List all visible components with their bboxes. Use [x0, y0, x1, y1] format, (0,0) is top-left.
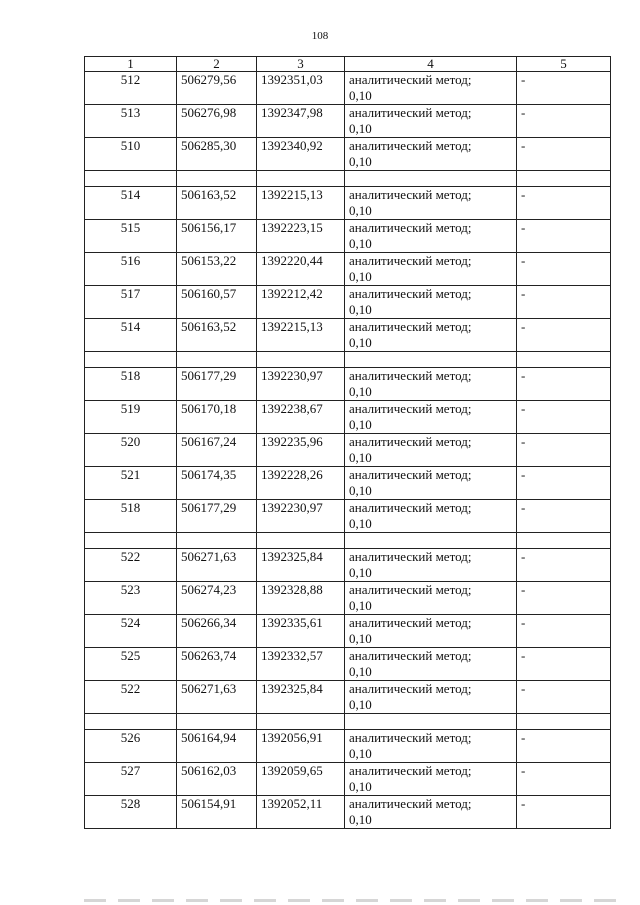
y-coordinate-cell	[257, 763, 345, 796]
note-cell	[517, 582, 611, 615]
separator-cell	[517, 533, 611, 549]
method-text: аналитический метод;	[349, 582, 472, 597]
method-text: аналитический метод;	[349, 220, 472, 235]
table-row	[85, 615, 611, 648]
method-cell	[345, 72, 517, 105]
note-cell	[517, 220, 611, 253]
separator-cell	[177, 533, 257, 549]
point-number-cell	[85, 763, 177, 796]
table-row	[85, 582, 611, 615]
y-coordinate-cell	[257, 253, 345, 286]
method-text: аналитический метод;	[349, 72, 472, 87]
x-coordinate-cell	[177, 220, 257, 253]
accuracy-value: 0,10	[349, 269, 372, 284]
method-cell	[345, 286, 517, 319]
method-cell	[345, 549, 517, 582]
note-text: -	[521, 253, 526, 268]
separator-row	[85, 171, 611, 187]
y-coordinate-cell	[257, 648, 345, 681]
accuracy-value: 0,10	[349, 812, 372, 827]
note-cell	[517, 319, 611, 352]
accuracy-value: 0,10	[349, 664, 372, 679]
note-text: -	[521, 730, 526, 745]
y-coordinate: 1392325,84	[261, 549, 323, 564]
x-coordinate-cell	[177, 500, 257, 533]
y-coordinate: 1392215,13	[261, 319, 323, 334]
point-number: 518	[120, 368, 141, 383]
y-coordinate: 1392223,15	[261, 220, 323, 235]
x-coordinate: 506156,17	[181, 220, 237, 235]
y-coordinate-cell	[257, 72, 345, 105]
x-coordinate: 506164,94	[181, 730, 237, 745]
point-number: 516	[120, 253, 141, 268]
table-row	[85, 138, 611, 171]
y-coordinate-cell	[257, 368, 345, 401]
table-row	[85, 467, 611, 500]
method-cell	[345, 730, 517, 763]
point-number-cell	[85, 582, 177, 615]
note-cell	[517, 253, 611, 286]
point-number-cell	[85, 681, 177, 714]
method-text: аналитический метод;	[349, 286, 472, 301]
separator-cell	[177, 714, 257, 730]
point-number-cell	[85, 730, 177, 763]
point-number: 525	[120, 648, 141, 663]
note-cell	[517, 105, 611, 138]
separator-cell	[345, 533, 517, 549]
method-text: аналитический метод;	[349, 549, 472, 564]
point-number: 522	[120, 681, 141, 696]
point-number: 512	[120, 72, 141, 87]
y-coordinate: 1392325,84	[261, 681, 323, 696]
y-coordinate: 1392340,92	[261, 138, 323, 153]
method-text: аналитический метод;	[349, 500, 472, 515]
separator-cell	[257, 171, 345, 187]
table-row	[85, 319, 611, 352]
table-row	[85, 730, 611, 763]
point-number: 514	[120, 187, 141, 202]
separator-cell	[85, 714, 177, 730]
note-text: -	[521, 615, 526, 630]
method-cell	[345, 615, 517, 648]
accuracy-value: 0,10	[349, 450, 372, 465]
note-text: -	[521, 319, 526, 334]
point-number-cell	[85, 319, 177, 352]
separator-cell	[177, 352, 257, 368]
method-cell	[345, 138, 517, 171]
note-cell	[517, 730, 611, 763]
table-row	[85, 286, 611, 319]
point-number: 510	[120, 138, 141, 153]
accuracy-value: 0,10	[349, 516, 372, 531]
separator-cell	[257, 352, 345, 368]
x-coordinate-cell	[177, 615, 257, 648]
point-number: 528	[120, 796, 141, 811]
note-text: -	[521, 105, 526, 120]
note-cell	[517, 796, 611, 829]
x-coordinate: 506276,98	[181, 105, 237, 120]
note-cell	[517, 187, 611, 220]
note-text: -	[521, 681, 526, 696]
point-number: 513	[120, 105, 141, 120]
separator-cell	[345, 171, 517, 187]
table-row	[85, 796, 611, 829]
method-cell	[345, 253, 517, 286]
method-text: аналитический метод;	[349, 467, 472, 482]
note-cell	[517, 467, 611, 500]
point-number-cell	[85, 253, 177, 286]
note-text: -	[521, 187, 526, 202]
separator-cell	[517, 171, 611, 187]
x-coordinate: 506177,29	[181, 500, 237, 515]
separator-cell	[177, 171, 257, 187]
point-number-cell	[85, 368, 177, 401]
y-coordinate-cell	[257, 796, 345, 829]
point-number-cell	[85, 72, 177, 105]
accuracy-value: 0,10	[349, 236, 372, 251]
note-cell	[517, 763, 611, 796]
table-row	[85, 681, 611, 714]
point-number-cell	[85, 401, 177, 434]
y-coordinate: 1392230,97	[261, 368, 323, 383]
point-number: 522	[120, 549, 141, 564]
method-text: аналитический метод;	[349, 615, 472, 630]
point-number-cell	[85, 220, 177, 253]
x-coordinate: 506266,34	[181, 615, 237, 630]
x-coordinate: 506274,23	[181, 582, 237, 597]
header-col-2: 2	[177, 57, 257, 72]
x-coordinate: 506271,63	[181, 681, 237, 696]
x-coordinate: 506154,91	[181, 796, 237, 811]
x-coordinate: 506285,30	[181, 138, 237, 153]
point-number-cell	[85, 434, 177, 467]
table-row	[85, 72, 611, 105]
y-coordinate-cell	[257, 730, 345, 763]
note-cell	[517, 549, 611, 582]
method-text: аналитический метод;	[349, 796, 472, 811]
separator-cell	[345, 714, 517, 730]
note-text: -	[521, 796, 526, 811]
accuracy-value: 0,10	[349, 121, 372, 136]
y-coordinate: 1392220,44	[261, 253, 323, 268]
note-text: -	[521, 763, 526, 778]
point-number: 517	[120, 286, 141, 301]
note-cell	[517, 401, 611, 434]
point-number-cell	[85, 467, 177, 500]
accuracy-value: 0,10	[349, 203, 372, 218]
point-number-cell	[85, 286, 177, 319]
point-number-cell	[85, 138, 177, 171]
x-coordinate-cell	[177, 549, 257, 582]
y-coordinate-cell	[257, 220, 345, 253]
x-coordinate: 506167,24	[181, 434, 237, 449]
note-text: -	[521, 138, 526, 153]
note-text: -	[521, 467, 526, 482]
method-text: аналитический метод;	[349, 648, 472, 663]
point-number-cell	[85, 648, 177, 681]
x-coordinate-cell	[177, 681, 257, 714]
method-cell	[345, 500, 517, 533]
table-row	[85, 549, 611, 582]
x-coordinate: 506177,29	[181, 368, 237, 383]
x-coordinate-cell	[177, 105, 257, 138]
separator-row	[85, 714, 611, 730]
x-coordinate-cell	[177, 582, 257, 615]
y-coordinate-cell	[257, 187, 345, 220]
note-text: -	[521, 582, 526, 597]
header-row	[85, 57, 611, 72]
point-number-cell	[85, 187, 177, 220]
y-coordinate-cell	[257, 582, 345, 615]
method-cell	[345, 582, 517, 615]
separator-cell	[85, 533, 177, 549]
point-number: 515	[120, 220, 141, 235]
note-cell	[517, 434, 611, 467]
method-text: аналитический метод;	[349, 319, 472, 334]
coordinates-table	[84, 56, 611, 829]
separator-cell	[257, 714, 345, 730]
header-col-5: 5	[517, 57, 611, 72]
method-text: аналитический метод;	[349, 253, 472, 268]
method-text: аналитический метод;	[349, 681, 472, 696]
point-number: 524	[120, 615, 141, 630]
point-number: 519	[120, 401, 141, 416]
method-cell	[345, 434, 517, 467]
y-coordinate-cell	[257, 467, 345, 500]
note-text: -	[521, 500, 526, 515]
accuracy-value: 0,10	[349, 483, 372, 498]
y-coordinate: 1392215,13	[261, 187, 323, 202]
x-coordinate-cell	[177, 319, 257, 352]
accuracy-value: 0,10	[349, 779, 372, 794]
accuracy-value: 0,10	[349, 631, 372, 646]
footer-scan-line	[84, 899, 624, 902]
separator-row	[85, 352, 611, 368]
x-coordinate-cell	[177, 72, 257, 105]
note-cell	[517, 681, 611, 714]
method-cell	[345, 319, 517, 352]
accuracy-value: 0,10	[349, 746, 372, 761]
note-cell	[517, 615, 611, 648]
method-text: аналитический метод;	[349, 401, 472, 416]
y-coordinate-cell	[257, 615, 345, 648]
separator-cell	[85, 171, 177, 187]
point-number: 514	[120, 319, 141, 334]
note-cell	[517, 138, 611, 171]
note-text: -	[521, 220, 526, 235]
method-cell	[345, 105, 517, 138]
accuracy-value: 0,10	[349, 565, 372, 580]
table-row	[85, 500, 611, 533]
point-number-cell	[85, 105, 177, 138]
method-text: аналитический метод;	[349, 105, 472, 120]
separator-cell	[257, 533, 345, 549]
point-number: 518	[120, 500, 141, 515]
y-coordinate-cell	[257, 681, 345, 714]
accuracy-value: 0,10	[349, 302, 372, 317]
method-text: аналитический метод;	[349, 187, 472, 202]
method-text: аналитический метод;	[349, 763, 472, 778]
method-text: аналитический метод;	[349, 730, 472, 745]
y-coordinate: 1392238,67	[261, 401, 323, 416]
y-coordinate: 1392328,88	[261, 582, 323, 597]
separator-cell	[517, 714, 611, 730]
accuracy-value: 0,10	[349, 88, 372, 103]
y-coordinate-cell	[257, 319, 345, 352]
table-row	[85, 220, 611, 253]
note-text: -	[521, 549, 526, 564]
y-coordinate-cell	[257, 105, 345, 138]
method-cell	[345, 368, 517, 401]
separator-cell	[85, 352, 177, 368]
y-coordinate: 1392235,96	[261, 434, 323, 449]
x-coordinate: 506263,74	[181, 648, 237, 663]
y-coordinate: 1392059,65	[261, 763, 323, 778]
separator-row	[85, 533, 611, 549]
note-cell	[517, 368, 611, 401]
point-number-cell	[85, 500, 177, 533]
method-text: аналитический метод;	[349, 368, 472, 383]
y-coordinate: 1392056,91	[261, 730, 323, 745]
note-text: -	[521, 72, 526, 87]
x-coordinate-cell	[177, 253, 257, 286]
x-coordinate-cell	[177, 796, 257, 829]
method-cell	[345, 467, 517, 500]
x-coordinate: 506160,57	[181, 286, 237, 301]
header-col-4: 4	[345, 57, 517, 72]
point-number: 523	[120, 582, 141, 597]
y-coordinate: 1392228,26	[261, 467, 323, 482]
note-text: -	[521, 286, 526, 301]
method-cell	[345, 763, 517, 796]
method-cell	[345, 401, 517, 434]
point-number: 520	[120, 434, 141, 449]
table-row	[85, 368, 611, 401]
x-coordinate-cell	[177, 730, 257, 763]
note-cell	[517, 500, 611, 533]
separator-cell	[517, 352, 611, 368]
table-body	[85, 72, 611, 829]
x-coordinate-cell	[177, 648, 257, 681]
note-text: -	[521, 434, 526, 449]
note-text: -	[521, 648, 526, 663]
accuracy-value: 0,10	[349, 417, 372, 432]
y-coordinate: 1392347,98	[261, 105, 323, 120]
header-col-3: 3	[257, 57, 345, 72]
method-cell	[345, 681, 517, 714]
separator-cell	[345, 352, 517, 368]
method-text: аналитический метод;	[349, 434, 472, 449]
y-coordinate: 1392335,61	[261, 615, 323, 630]
note-text: -	[521, 368, 526, 383]
x-coordinate: 506170,18	[181, 401, 237, 416]
y-coordinate-cell	[257, 401, 345, 434]
y-coordinate: 1392332,57	[261, 648, 323, 663]
note-text: -	[521, 401, 526, 416]
header-col-1: 1	[85, 57, 177, 72]
x-coordinate-cell	[177, 138, 257, 171]
y-coordinate-cell	[257, 434, 345, 467]
accuracy-value: 0,10	[349, 335, 372, 350]
x-coordinate: 506163,52	[181, 319, 237, 334]
x-coordinate-cell	[177, 187, 257, 220]
point-number-cell	[85, 796, 177, 829]
method-cell	[345, 220, 517, 253]
x-coordinate: 506174,35	[181, 467, 237, 482]
note-cell	[517, 72, 611, 105]
method-cell	[345, 187, 517, 220]
page-number: 108	[311, 30, 329, 42]
x-coordinate: 506153,22	[181, 253, 237, 268]
note-cell	[517, 286, 611, 319]
accuracy-value: 0,10	[349, 154, 372, 169]
y-coordinate: 1392351,03	[261, 72, 323, 87]
x-coordinate-cell	[177, 467, 257, 500]
point-number: 526	[120, 730, 141, 745]
table-row	[85, 187, 611, 220]
x-coordinate-cell	[177, 286, 257, 319]
table-row	[85, 253, 611, 286]
x-coordinate: 506163,52	[181, 187, 237, 202]
table-row	[85, 105, 611, 138]
x-coordinate-cell	[177, 401, 257, 434]
table-row	[85, 401, 611, 434]
point-number-cell	[85, 615, 177, 648]
accuracy-value: 0,10	[349, 598, 372, 613]
y-coordinate-cell	[257, 549, 345, 582]
x-coordinate: 506279,56	[181, 72, 237, 87]
x-coordinate-cell	[177, 368, 257, 401]
method-cell	[345, 796, 517, 829]
accuracy-value: 0,10	[349, 384, 372, 399]
x-coordinate-cell	[177, 763, 257, 796]
y-coordinate: 1392052,11	[261, 796, 323, 811]
method-text: аналитический метод;	[349, 138, 472, 153]
x-coordinate-cell	[177, 434, 257, 467]
table-row	[85, 763, 611, 796]
y-coordinate-cell	[257, 500, 345, 533]
y-coordinate-cell	[257, 286, 345, 319]
table-row	[85, 648, 611, 681]
table-row	[85, 434, 611, 467]
y-coordinate: 1392212,42	[261, 286, 323, 301]
note-cell	[517, 648, 611, 681]
point-number: 527	[120, 763, 141, 778]
x-coordinate: 506162,03	[181, 763, 237, 778]
point-number: 521	[120, 467, 141, 482]
y-coordinate-cell	[257, 138, 345, 171]
x-coordinate: 506271,63	[181, 549, 237, 564]
y-coordinate: 1392230,97	[261, 500, 323, 515]
point-number-cell	[85, 549, 177, 582]
method-cell	[345, 648, 517, 681]
accuracy-value: 0,10	[349, 697, 372, 712]
